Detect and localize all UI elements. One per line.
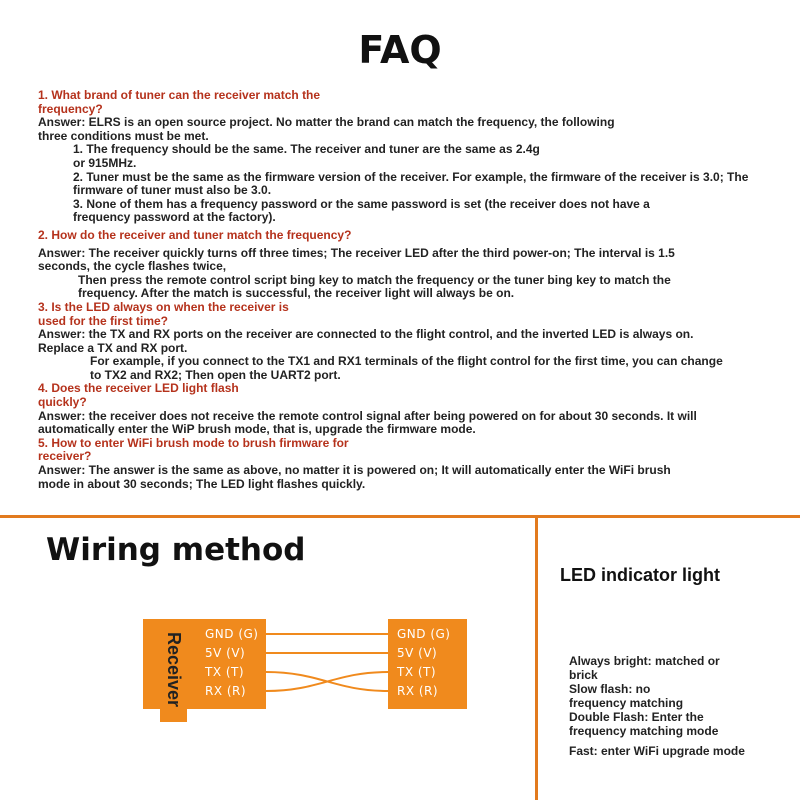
receiver-pin-gnd: GND (G) <box>205 627 259 641</box>
led-item-fast: Fast: enter WiFi upgrade mode <box>569 743 745 758</box>
led-item-always-bright: Always bright: matched or brick <box>569 654 720 682</box>
fc-pin-rx: RX (R) <box>397 684 439 698</box>
led-item-double-flash: Double Flash: Enter the frequency matching mode <box>569 710 719 738</box>
receiver-pin-5v: 5V (V) <box>205 646 246 660</box>
faq-answer-1: Answer: ELRS is an open source project. No matter the brand can match the frequency, the following three conditions must be met. <box>38 115 615 143</box>
faq-question-4: 4. Does the receiver LED light flash quickly? <box>38 381 239 410</box>
fc-pin-gnd: GND (G) <box>397 627 451 641</box>
faq-answer-5: Answer: The answer is the same as above, no matter it is powered on; It will automatically enter the WiFi brush mode in about 30 seconds; The LED light flashes quickly. <box>38 463 671 491</box>
wire-rx-to-tx <box>266 672 388 691</box>
faq-question-2: 2. How do the receiver and tuner match the frequency? <box>38 227 352 242</box>
wiring-title: Wiring method <box>46 532 306 568</box>
led-item-slow-flash: Slow flash: no frequency matching <box>569 682 684 710</box>
faq-point-3: 3. None of them has a frequency password or the same password is set (the receiver does not have a frequency password at the factory). <box>73 196 650 225</box>
fc-pin-tx: TX (T) <box>397 665 437 679</box>
faq-question-5: 5. How to enter WiFi brush mode to brush firmware for receiver? <box>38 435 349 464</box>
faq-answer-3-cont: For example, if you connect to the TX1 and RX1 terminals of the flight control for the first time, you can change to TX2 and RX2; Then open the UART2 port. <box>90 354 723 382</box>
faq-title: FAQ <box>358 28 442 72</box>
led-list <box>569 655 791 759</box>
receiver-label: Receiver <box>164 632 184 708</box>
faq-question-3: 3. Is the LED always on when the receiver is used for the first time? <box>38 299 289 328</box>
faq-answer-2-cont: Then press the remote control script bing key to match the frequency or the tuner bing key to match the frequency. After the match is successful, the receiver light will always be on. <box>78 272 671 301</box>
receiver-pin-rx: RX (R) <box>205 684 247 698</box>
faq-point-1: 1. The frequency should be the same. The receiver and tuner are the same as 2.4g or 915MHz. <box>73 142 540 170</box>
led-title: LED indicator light <box>560 565 720 585</box>
faq-point-2: 2. Tuner must be the same as the firmware version of the receiver. For example, the firmware of the receiver is 3.0; The firmware of tuner must also be 3.0. <box>73 169 749 198</box>
fc-pin-5v: 5V (V) <box>397 646 438 660</box>
faq-question-1: 1. What brand of tuner can the receiver match the frequency? <box>38 88 321 116</box>
receiver-pin-tx: TX (T) <box>205 665 245 679</box>
faq-answer-3: Answer: the TX and RX ports on the receiver are connected to the flight control, and the inverted LED is always on. Replace a TX and RX port. <box>38 327 694 355</box>
faq-answer-4: Answer: the receiver does not receive the remote control signal after being powered on for about 30 seconds. It will automatically enter the WiP brush mode, that is, upgrade the firmware mode. <box>38 408 697 437</box>
faq-answer-2: Answer: The receiver quickly turns off three times; The receiver LED after the third power-on; The interval is 1.5 seconds, the cycle flashes twice, <box>38 245 675 274</box>
